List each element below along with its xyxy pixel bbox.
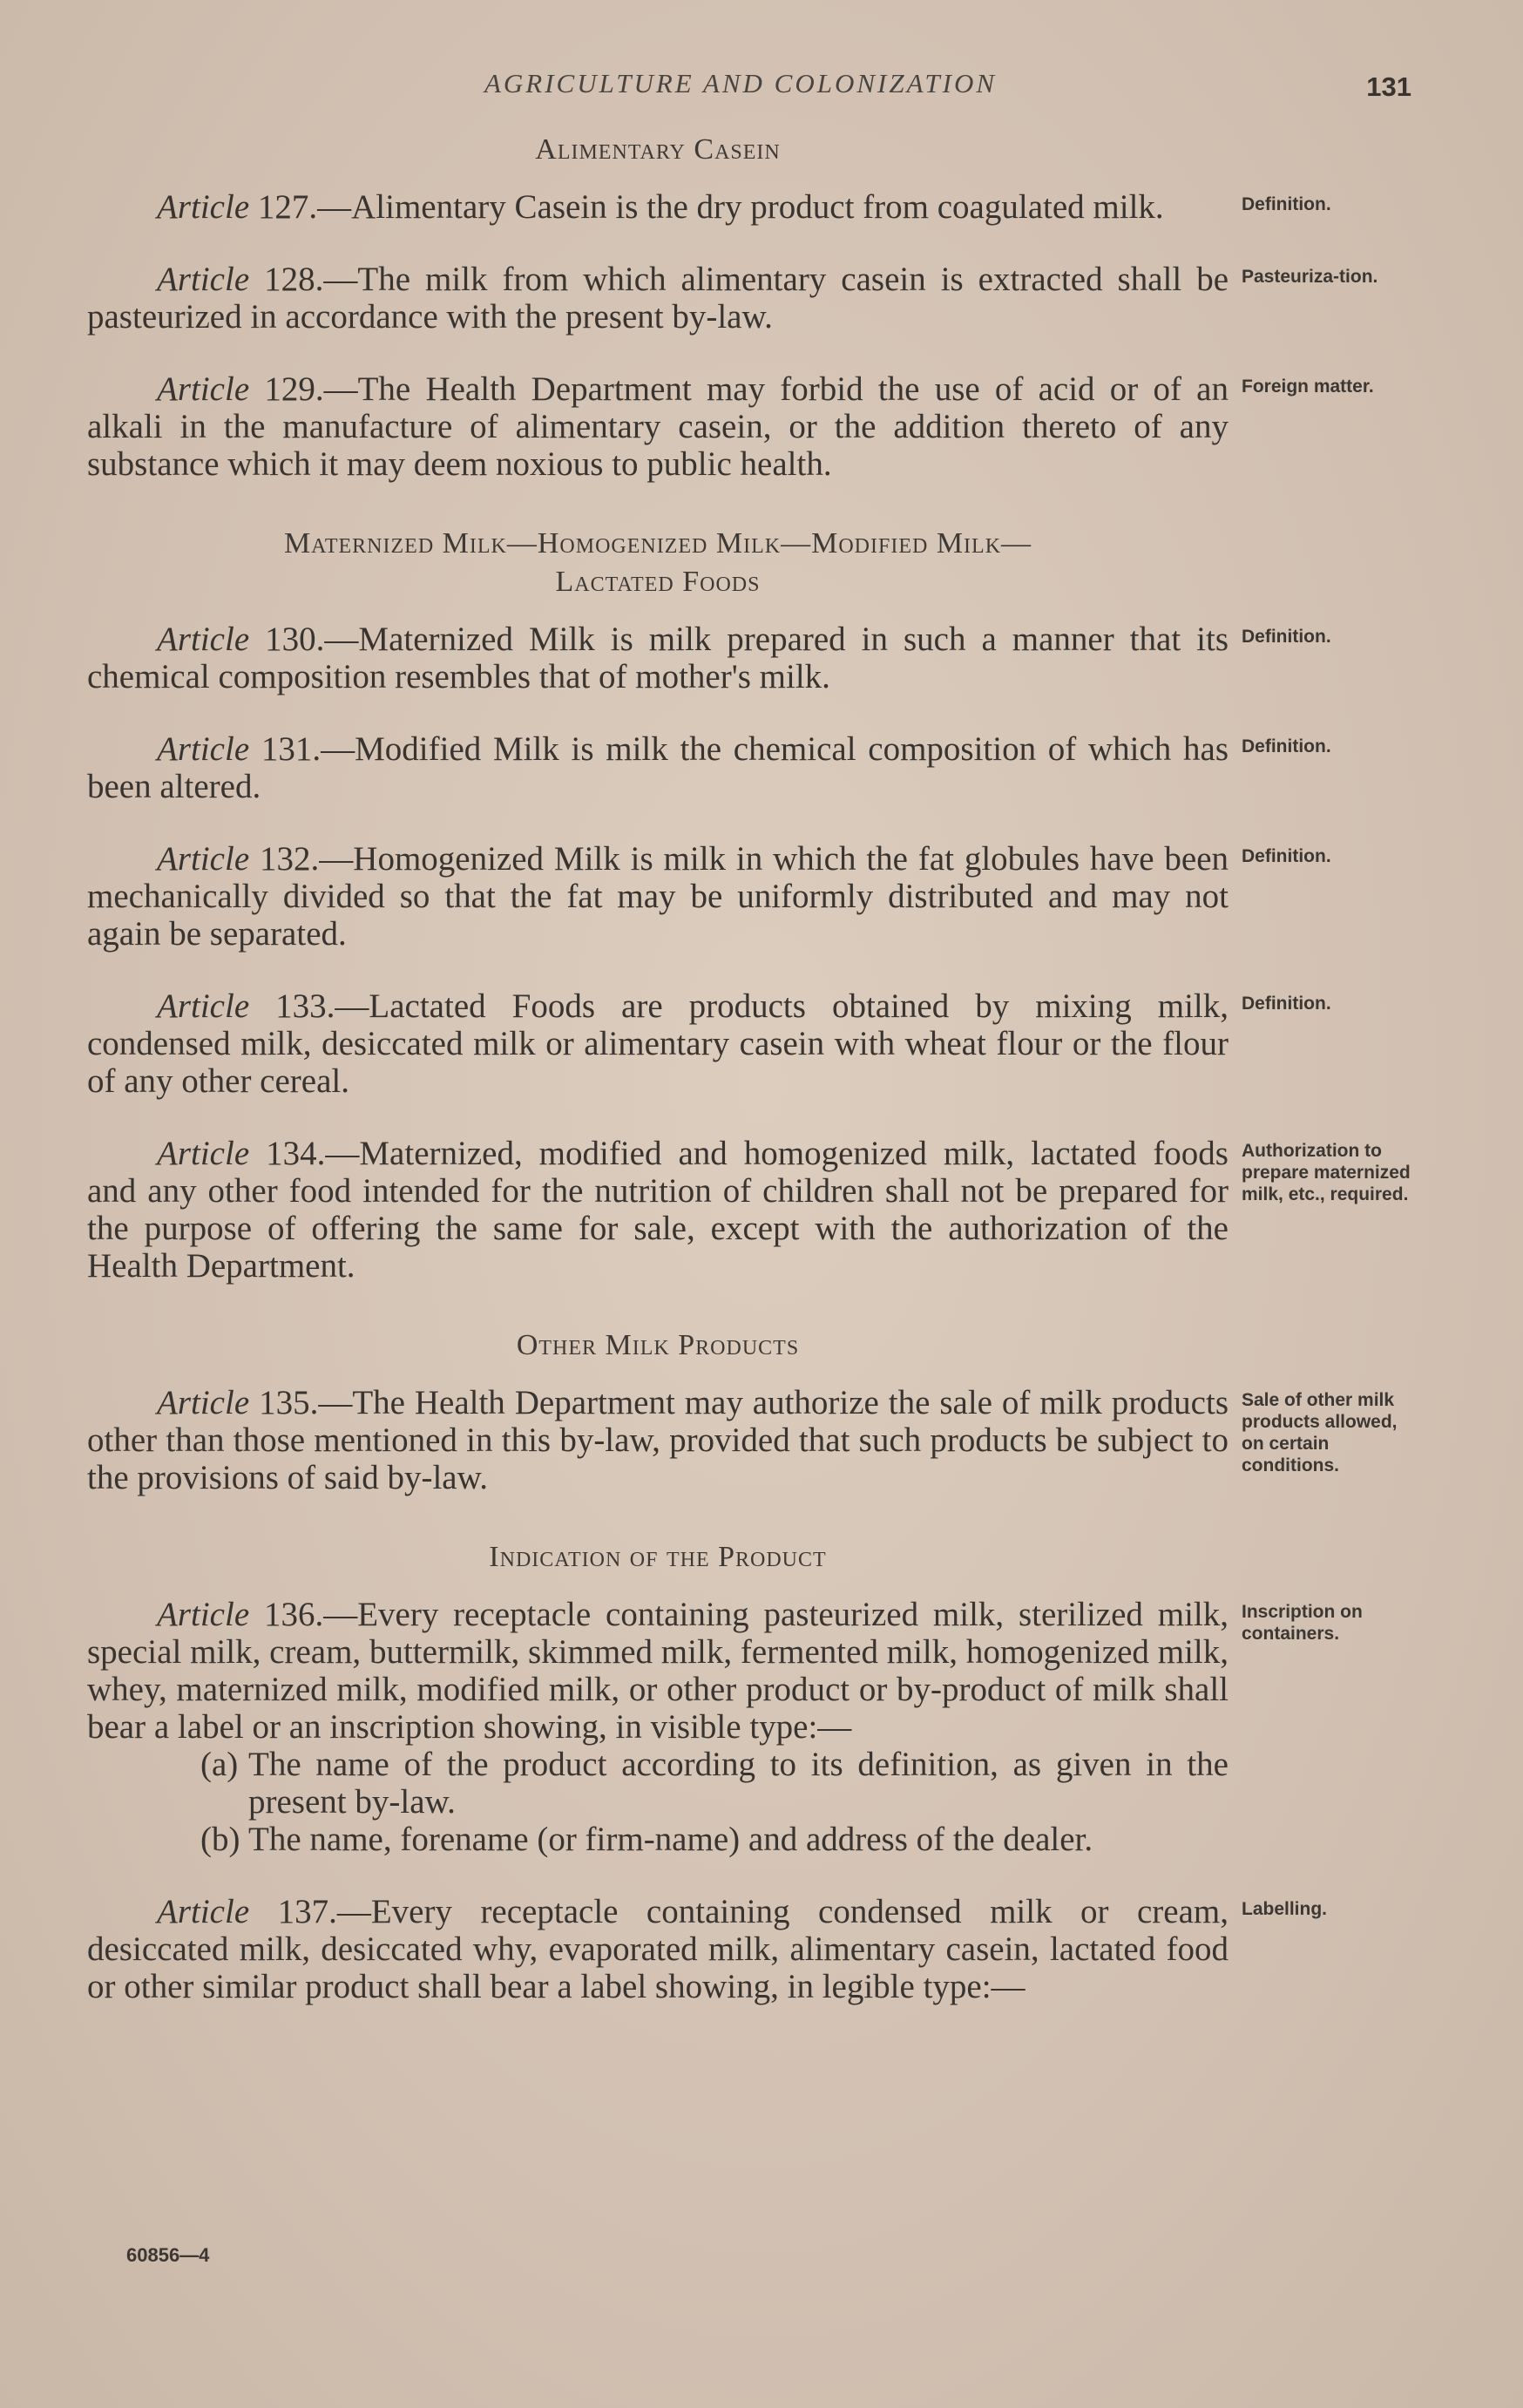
margin-note: Foreign matter. (1242, 376, 1374, 397)
article-label: Article (157, 987, 250, 1025)
article-137 (87, 1893, 1328, 2005)
list-item-a (87, 1746, 1229, 1821)
running-title: AGRICULTURE AND COLONIZATION (484, 68, 998, 98)
article-number: 136. (263, 1596, 324, 1633)
article-text: —The Health Department may forbid the use of acid or of an alkali in the manufacture of alimentary casein, or the addition thereto of any substance which it may deem noxious to public health. (87, 370, 1229, 483)
article-number: 132. (260, 840, 320, 878)
list-marker: (b) (200, 1821, 240, 1858)
article-129 (87, 370, 1374, 483)
margin-note: Pasteuriza-tion. (1242, 267, 1378, 287)
article-label: Article (157, 370, 250, 408)
article-label: Article (157, 188, 250, 226)
heading-line: Lactated Foods (555, 566, 761, 598)
margin-note: Authorization to prepare maternized milk, etc., required. (1242, 1141, 1411, 1204)
margin-note: Labelling. (1242, 1899, 1328, 1919)
article-label: Article (157, 1596, 250, 1633)
article-132 (87, 840, 1331, 953)
article-text: —The Health Department may authorize the sale of milk products other than those mentioned in this by-law, provided that such products be subject to the provisions of said by-law. (87, 1384, 1229, 1496)
footer-print-code: 60856—4 (126, 2244, 210, 2266)
margin-note: Definition. (1242, 994, 1331, 1014)
article-number: 131. (261, 730, 322, 768)
section-heading-alimentary-casein: Alimentary Casein (535, 133, 781, 166)
article-text: —Modified Milk is milk the chemical composition of which has been altered. (87, 730, 1229, 805)
article-131 (87, 730, 1331, 805)
article-text: —Maternized Milk is milk prepared in such a manner that its chemical composition resembles that of mother's milk. (87, 621, 1229, 695)
article-label: Article (157, 840, 250, 878)
article-number: 127. (257, 188, 318, 226)
article-number: 133. (275, 987, 335, 1025)
article-text: —Lactated Foods are products obtained by mixing milk, condensed milk, desiccated milk or alimentary casein with wheat flour or the flour of any other cereal. (87, 987, 1229, 1100)
article-label: Article (157, 1135, 250, 1172)
heading-line: Maternized Milk—Homogenized Milk—Modified Milk— (283, 527, 1032, 560)
article-number: 130. (265, 621, 325, 658)
article-label: Article (157, 730, 250, 768)
margin-note: Definition. (1242, 627, 1331, 647)
article-label: Article (157, 261, 250, 298)
article-127 (87, 188, 1331, 226)
article-128 (87, 261, 1378, 336)
article-label: Article (157, 1384, 250, 1421)
article-133 (87, 987, 1331, 1100)
margin-note: Definition. (1242, 194, 1331, 214)
article-number: 135. (259, 1384, 319, 1421)
article-130 (87, 621, 1331, 695)
list-marker: (a) (200, 1746, 239, 1783)
article-text: —The milk from which alimentary casein is extracted shall be pasteurized in accordance with the present by-law. (87, 261, 1229, 336)
list-item-text: The name, forename (or firm-name) and address of the dealer. (248, 1821, 1093, 1858)
page-number: 131 (1366, 71, 1411, 102)
section-heading-maternized-milk (87, 525, 1229, 601)
margin-note: Sale of other milk products allowed, on certain conditions. (1242, 1390, 1398, 1475)
article-label: Article (157, 1893, 250, 1930)
list-item-b (87, 1821, 1229, 1858)
article-text: —Homogenized Milk is milk in which the fat globules have been mechanically divided so that the fat may be uniformly distributed and may not again be separated. (87, 840, 1229, 953)
article-135 (87, 1384, 1398, 1496)
article-number: 129. (264, 370, 324, 408)
margin-note: Definition. (1242, 846, 1331, 866)
article-136 (87, 1596, 1363, 1858)
main-text (87, 131, 1411, 2040)
section-heading-other-milk-products: Other Milk Products (516, 1329, 800, 1361)
margin-note: Definition. (1242, 736, 1331, 756)
article-number: 137. (277, 1893, 337, 1930)
article-number: 128. (264, 261, 324, 298)
article-134 (87, 1135, 1411, 1285)
article-text: —Every receptacle containing condensed milk or cream, desiccated milk, desiccated why, evaporated milk, alimentary casein, lactated food or other similar product shall bear a label showing, in legible type:— (87, 1893, 1229, 2005)
page-header (87, 68, 1411, 112)
list-item-text: The name of the product according to its definition, as given in the present by-law. (248, 1746, 1229, 1821)
article-label: Article (157, 621, 250, 658)
margin-note: Inscription on containers. (1242, 1602, 1363, 1644)
section-heading-indication-of-product: Indication of the Product (489, 1541, 827, 1573)
article-text: —Maternized, modified and homogenized milk, lactated foods and any other food intended for the nutrition of children shall not be prepared for the purpose of offering the same for sale, except with the authorization of the Health Department. (87, 1135, 1229, 1285)
article-number: 134. (266, 1135, 326, 1172)
article-text: —Alimentary Casein is the dry product from coagulated milk. (317, 188, 1164, 226)
article-text: —Every receptacle containing pasteurized milk, sterilized milk, special milk, cream, buttermilk, skimmed milk, fermented milk, homogenized milk, whey, maternized milk, modified milk, or other product or by-product of milk shall bear a label or an inscription showing, in visible type:— (87, 1596, 1229, 1746)
